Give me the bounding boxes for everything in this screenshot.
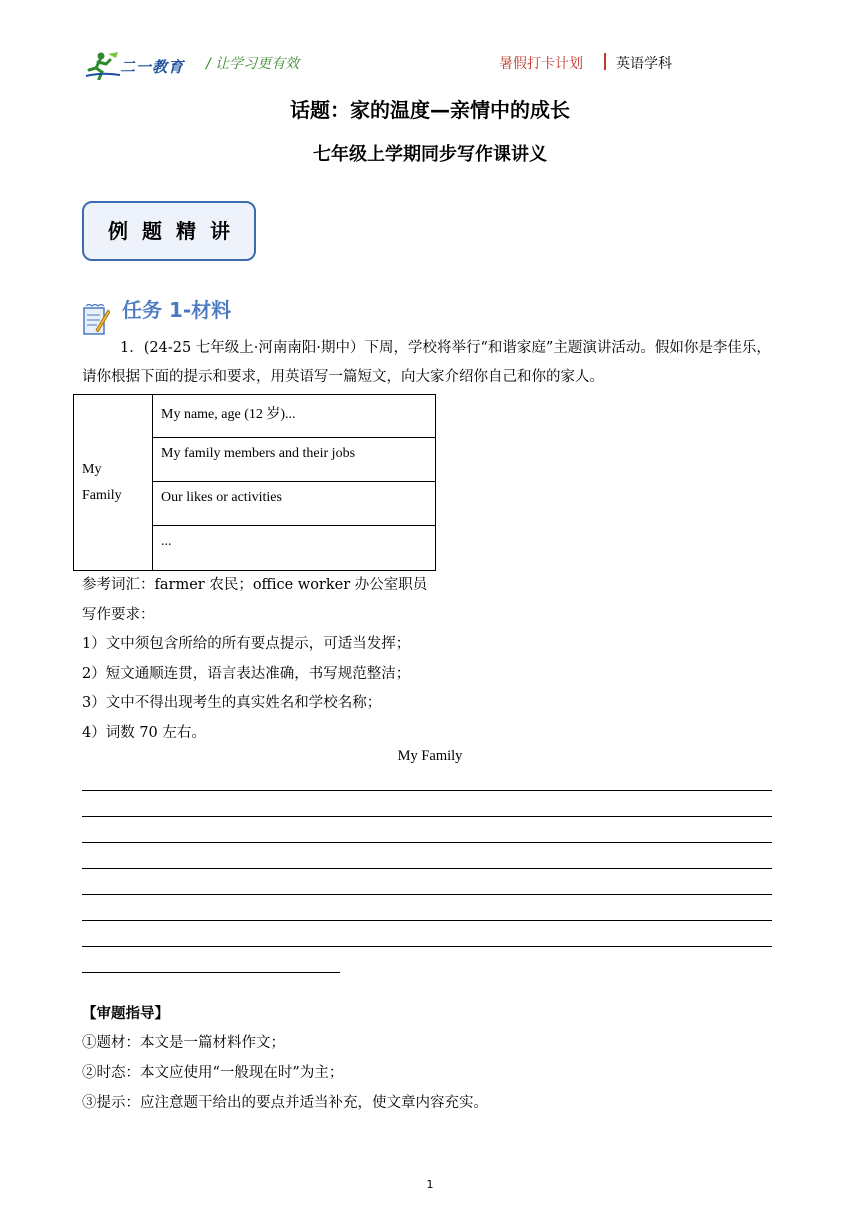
writing-line[interactable] <box>82 816 772 817</box>
header-separator <box>604 53 606 70</box>
brand-logo <box>84 50 196 80</box>
table-left-label <box>74 395 153 571</box>
example-section-box <box>82 201 256 261</box>
prompt-table <box>73 394 436 571</box>
guide-item: ③提示：应注意题干给出的要点并适当补充，使文章内容充实。 <box>82 1095 488 1111</box>
writing-line[interactable] <box>82 920 772 921</box>
running-man-icon <box>84 50 124 80</box>
requirement-item: 4）词数 70 左右。 <box>82 724 206 741</box>
slogan: / 让学习更有效 <box>206 56 300 72</box>
writing-line[interactable] <box>82 790 772 791</box>
writing-line[interactable] <box>82 894 772 895</box>
logo-text: 二一教育 <box>120 58 185 76</box>
writing-line[interactable] <box>82 842 772 843</box>
page-title: 话题：家的温度—亲情中的成长 <box>290 98 570 122</box>
requirement-item: 3）文中不得出现考生的真实姓名和学校名称； <box>82 695 382 711</box>
vocab-note: 参考词汇：farmer 农民；office worker 办公室职员 <box>82 577 428 593</box>
table-left-label-line-1: My <box>82 461 102 477</box>
task-title: 任务 1-材料 <box>122 298 232 322</box>
page-subtitle: 七年级上学期同步写作课讲义 <box>313 144 547 165</box>
writing-line[interactable] <box>82 946 772 947</box>
guide-title: 【审题指导】 <box>82 1006 169 1022</box>
table-left-label-line-2: Family <box>82 487 122 503</box>
requirement-item: 2）短文通顺连贯，语言表达准确，书写规范整洁； <box>82 665 411 682</box>
guide-item: ①题材：本文是一篇材料作文； <box>82 1035 285 1051</box>
requirement-item: 1）文中须包含所给的所有要点提示，可适当发挥； <box>82 636 411 652</box>
page-number: 1 <box>426 1178 434 1191</box>
plan-label: 暑假打卡计划 <box>499 56 583 72</box>
requirements-block <box>82 571 427 748</box>
writing-line[interactable] <box>82 972 340 973</box>
table-row: ... <box>153 526 436 571</box>
requirements-title: 写作要求： <box>82 606 155 623</box>
example-section-label: 例题精讲 <box>108 219 244 243</box>
question-line-2: 请你根据下面的提示和要求，用英语写一篇短文，向大家介绍你自己和你的家人。 <box>82 369 604 385</box>
guide-item: ②时态：本文应使用“一般现在时”为主； <box>82 1065 344 1081</box>
subject-label: 英语学科 <box>616 56 672 72</box>
notepad-icon <box>82 302 110 336</box>
table-row: My name, age (12 岁)... <box>153 395 436 438</box>
writing-line[interactable] <box>82 868 772 869</box>
table-row: Our likes or activities <box>153 482 436 526</box>
question-line-1: 1．(24-25 七年级上·河南南阳·期中）下周，学校将举行“和谐家庭”主题演讲活动。假如你是李佳乐， <box>120 340 771 356</box>
table-row: My family members and their jobs <box>153 438 436 482</box>
essay-title: My Family <box>397 748 463 764</box>
